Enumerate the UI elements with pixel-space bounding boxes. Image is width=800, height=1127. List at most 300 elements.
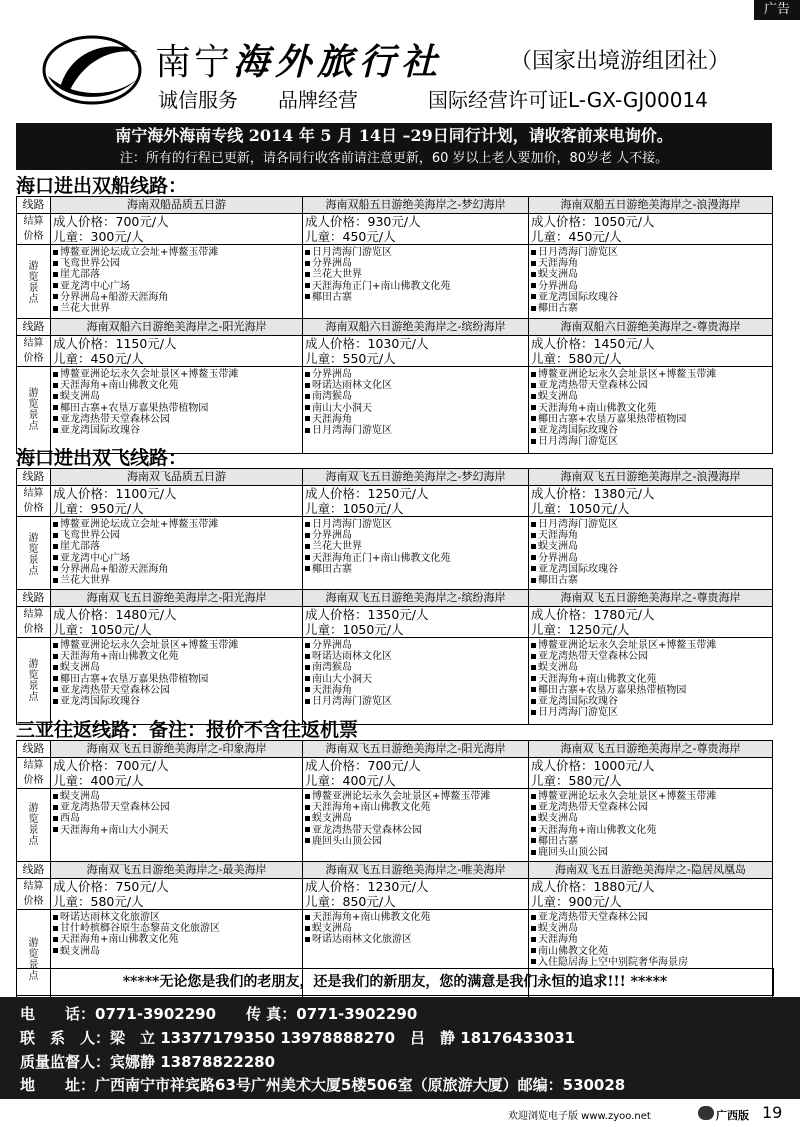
child-price: 儿童：1250元/人 xyxy=(531,622,630,637)
spot-item xyxy=(305,564,526,575)
child-price: 儿童：580元/人 xyxy=(53,894,144,909)
bullet-icon xyxy=(531,665,536,670)
spot-text: 鹿回头山顶公园 xyxy=(538,847,608,859)
spot-item xyxy=(305,651,526,662)
spot-text: 天涯海角+南山佛教文化苑 xyxy=(538,402,657,414)
plan-banner: 南宁海外海南专线 2014 年 5 月 14日 –29日同行计划，请收客前来电询价。 xyxy=(16,123,772,148)
bullet-icon xyxy=(53,555,58,560)
spots-row xyxy=(17,245,773,322)
spot-item xyxy=(53,553,300,564)
spot-item xyxy=(531,530,770,541)
bullet-icon xyxy=(531,850,536,855)
bullet-icon xyxy=(531,578,536,583)
bullet-icon xyxy=(531,372,536,377)
route-name: 海南双船五日游绝美海岸之-梦幻海岸 xyxy=(303,197,529,214)
spot-text: 飞鸾世界公园 xyxy=(60,258,120,270)
spot-item xyxy=(53,813,300,824)
bullet-icon xyxy=(53,805,58,810)
spot-item xyxy=(531,391,770,402)
spot-text: 蜈支洲岛 xyxy=(538,923,578,935)
spot-item xyxy=(531,707,770,718)
bullet-icon xyxy=(305,676,310,681)
bullet-icon xyxy=(531,428,536,433)
spot-item xyxy=(305,802,526,813)
spot-text: 亚龙湾热带天堂森林公园 xyxy=(60,413,170,425)
spot-text: 飞鸾世界公园 xyxy=(60,530,120,542)
spot-item xyxy=(305,912,526,923)
bullet-icon xyxy=(53,687,58,692)
ad-tag: 广告 xyxy=(754,0,800,20)
spot-text: 亚龙湾国际玫瑰谷 xyxy=(538,563,618,575)
spot-text: 亚龙湾国际玫瑰谷 xyxy=(60,696,140,708)
spot-text: 天涯海角+南山佛教文化苑 xyxy=(312,802,431,814)
child-price: 儿童：1050元/人 xyxy=(53,622,152,637)
spot-item xyxy=(531,564,770,575)
spot-text: 椰田古寨 xyxy=(312,291,352,303)
route-table xyxy=(16,468,773,594)
spot-text: 博鳌亚洲论坛成立会址+博鳌玉带滩 xyxy=(60,247,219,258)
spots-label-text: 游 览 景 点 xyxy=(28,387,39,433)
adult-price: 成人价格：1780元/人 xyxy=(531,607,655,622)
spot-item xyxy=(531,247,770,258)
bullet-icon xyxy=(53,816,58,821)
spots-label xyxy=(17,245,51,322)
spot-text: 南山佛教文化苑 xyxy=(538,945,608,957)
spots-cell xyxy=(529,638,773,725)
spot-item xyxy=(531,662,770,673)
spot-item xyxy=(53,391,300,402)
bullet-icon xyxy=(305,687,310,692)
bullet-icon xyxy=(305,372,310,377)
bullet-icon xyxy=(305,915,310,920)
bullet-icon xyxy=(531,566,536,571)
spot-text: 蜈支洲岛 xyxy=(538,391,578,403)
bullet-icon xyxy=(53,544,58,549)
spot-item xyxy=(305,281,526,292)
spot-item xyxy=(531,946,770,957)
spot-item xyxy=(305,813,526,824)
spot-text: 兰花大世界 xyxy=(312,269,362,281)
agency-subtitle: （国家出境游组团社） xyxy=(510,49,731,74)
bullet-icon xyxy=(531,937,536,942)
bullet-icon xyxy=(531,699,536,704)
contact-phone: 电 话：0771-3902290 传 真：0771-3902290 xyxy=(20,1005,418,1023)
route-table xyxy=(16,318,773,454)
bullet-icon xyxy=(53,566,58,571)
spot-text: 日月湾海门游览区 xyxy=(312,519,392,530)
adult-price: 成人价格：1250元/人 xyxy=(305,486,429,501)
child-price: 儿童：950元/人 xyxy=(53,501,144,516)
spot-text: 西岛 xyxy=(60,813,80,825)
section-title: 三亚往返线路：备注：报价不含往返机票 xyxy=(16,719,359,741)
spot-item xyxy=(305,923,526,934)
spot-item xyxy=(53,541,300,552)
spot-item xyxy=(305,696,526,707)
route-name: 海南双飞五日游绝美海岸之-隐居凤凰岛 xyxy=(529,862,773,879)
spot-item xyxy=(53,380,300,391)
bullet-icon xyxy=(531,250,536,255)
route-name-row xyxy=(17,590,773,607)
spot-item xyxy=(531,575,770,586)
spot-item xyxy=(53,912,300,923)
spot-text: 兰花大世界 xyxy=(312,541,362,553)
bullet-icon xyxy=(305,937,310,942)
bullet-icon xyxy=(53,522,58,527)
bullet-icon xyxy=(53,654,58,659)
route-name: 海南双飞品质五日游 xyxy=(51,469,303,486)
spot-text: 日月湾海门游览区 xyxy=(538,519,618,530)
route-name: 海南双飞五日游绝美海岸之-阳光海岸 xyxy=(51,590,303,607)
route-name: 海南双飞五日游绝美海岸之-最美海岸 xyxy=(51,862,303,879)
spot-text: 分界洲岛+船游天涯海角 xyxy=(60,291,169,303)
spot-text: 博鳌亚洲论坛成立会址+博鳌玉带滩 xyxy=(60,519,219,530)
spot-item xyxy=(53,934,300,945)
bullet-icon xyxy=(53,250,58,255)
route-name: 海南双飞五日游绝美海岸之-唯美海岸 xyxy=(303,862,529,879)
spot-text: 分界洲岛 xyxy=(312,640,352,651)
route-name-row xyxy=(17,319,773,336)
bullet-icon xyxy=(305,926,310,931)
price-label xyxy=(17,214,51,245)
license-number: 国际经营许可证L-GX-GJ00014 xyxy=(428,88,708,112)
spots-cell xyxy=(529,367,773,454)
spot-text: 分界洲岛 xyxy=(312,258,352,270)
spot-item xyxy=(531,791,770,802)
bullet-icon xyxy=(53,416,58,421)
price-cell xyxy=(529,607,773,638)
spot-text: 亚龙湾热带天堂森林公园 xyxy=(312,824,422,836)
spots-cell xyxy=(303,789,529,862)
spot-item xyxy=(305,541,526,552)
spots-label xyxy=(17,517,51,594)
bullet-icon xyxy=(53,294,58,299)
bullet-icon xyxy=(53,306,58,311)
bullet-icon xyxy=(531,394,536,399)
spot-item xyxy=(53,247,300,258)
child-price: 儿童：400元/人 xyxy=(305,773,396,788)
price-cell xyxy=(51,336,303,367)
spots-label-text: 游 览 景 点 xyxy=(28,802,39,848)
bullet-icon xyxy=(53,272,58,277)
spot-item xyxy=(531,541,770,552)
spots-cell xyxy=(51,245,303,322)
spot-text: 亚龙湾中心广场 xyxy=(60,552,130,564)
price-label xyxy=(17,758,51,789)
adult-price: 成人价格：700元/人 xyxy=(53,758,169,773)
spot-item xyxy=(53,414,300,425)
spot-item xyxy=(531,281,770,292)
contact-panel xyxy=(0,997,800,1099)
spot-item xyxy=(305,836,526,847)
spot-item xyxy=(53,369,300,380)
footer-edition: 广西版 xyxy=(716,1109,749,1122)
bullet-icon xyxy=(305,816,310,821)
spot-text: 蜈支洲岛 xyxy=(60,391,100,403)
spots-label-text: 游 览 景 点 xyxy=(28,658,39,704)
route-name: 海南双飞五日游绝美海岸之-尊贵海岸 xyxy=(529,741,773,758)
spot-text: 分界洲岛 xyxy=(538,552,578,564)
adult-price: 成人价格：700元/人 xyxy=(305,758,421,773)
spot-text: 天涯海角 xyxy=(538,530,578,542)
bullet-icon xyxy=(531,439,536,444)
agency-name-plain: 南宁 xyxy=(155,42,234,83)
spot-text: 天涯海角正门+南山佛教文化苑 xyxy=(312,552,451,564)
spot-item xyxy=(53,640,300,651)
spot-item xyxy=(53,425,300,436)
price-cell xyxy=(529,879,773,910)
spot-text: 椰田古寨 xyxy=(538,835,578,847)
adult-price: 成人价格：1000元/人 xyxy=(531,758,655,773)
spot-item xyxy=(305,414,526,425)
adult-price: 成人价格：1050元/人 xyxy=(531,214,655,229)
price-row xyxy=(17,214,773,245)
spot-text: 亚龙湾热带天堂森林公园 xyxy=(538,380,648,392)
bullet-icon xyxy=(305,394,310,399)
bullet-icon xyxy=(305,566,310,571)
price-label-text: 结算 价格 xyxy=(23,881,44,907)
route-name-row xyxy=(17,741,773,758)
spot-text: 蜈支洲岛 xyxy=(538,813,578,825)
child-price: 儿童：450元/人 xyxy=(305,229,396,244)
bullet-icon xyxy=(53,926,58,931)
bullet-icon xyxy=(531,383,536,388)
spot-text: 博鳌亚洲论坛永久会址景区+博鳌玉带滩 xyxy=(60,369,239,380)
spot-text: 日月湾海门游览区 xyxy=(312,425,392,437)
spot-item xyxy=(305,292,526,303)
bullet-icon xyxy=(305,643,310,648)
route-name-row xyxy=(17,469,773,486)
spot-item xyxy=(53,802,300,813)
bullet-icon xyxy=(305,805,310,810)
child-price: 儿童：1050元/人 xyxy=(305,501,404,516)
child-price: 儿童：450元/人 xyxy=(53,351,144,366)
route-name: 海南双飞五日游绝美海岸之-印象海岸 xyxy=(51,741,303,758)
spot-item xyxy=(53,258,300,269)
price-cell xyxy=(529,336,773,367)
bullet-icon xyxy=(305,405,310,410)
spots-label xyxy=(17,789,51,862)
spot-text: 鹿回头山顶公园 xyxy=(312,835,382,847)
route-table xyxy=(16,740,773,862)
footer-website: 欢迎浏览电子版 www.zyoo.net xyxy=(508,1111,651,1122)
spots-label-text: 游 览 景 点 xyxy=(28,532,39,578)
bullet-icon xyxy=(305,544,310,549)
spot-text: 分界洲岛 xyxy=(312,530,352,542)
adult-price: 成人价格：1880元/人 xyxy=(531,879,655,894)
route-name: 海南双船六日游绝美海岸之-缤纷海岸 xyxy=(303,319,529,336)
price-label-text: 结算 价格 xyxy=(23,338,44,364)
bullet-icon xyxy=(53,794,58,799)
spot-item xyxy=(305,519,526,530)
spot-text: 天涯海角正门+南山佛教文化苑 xyxy=(312,280,451,292)
route-name: 海南双船六日游绝美海岸之-尊贵海岸 xyxy=(529,319,773,336)
spot-item xyxy=(53,651,300,662)
price-label-text: 结算 价格 xyxy=(23,488,44,514)
spot-text: 博鳌亚洲论坛永久会址景区+博鳌玉带滩 xyxy=(60,640,239,651)
spots-cell xyxy=(303,638,529,725)
spot-item xyxy=(531,380,770,391)
bullet-icon xyxy=(305,261,310,266)
adult-price: 成人价格：1030元/人 xyxy=(305,336,429,351)
spot-text: 椰田古寨+农垦万嘉果热带植物园 xyxy=(60,673,209,685)
spot-item xyxy=(531,674,770,685)
price-cell xyxy=(529,486,773,517)
bullet-icon xyxy=(53,372,58,377)
closing-message: *****无论您是我们的老朋友，还是我们的新朋友，您的满意是我们永恒的追求!!! ***** xyxy=(16,968,774,996)
child-price: 儿童：580元/人 xyxy=(531,351,622,366)
spots-label-text: 游 览 景 点 xyxy=(28,260,39,306)
price-cell xyxy=(303,214,529,245)
spot-item xyxy=(53,519,300,530)
spots-row xyxy=(17,367,773,454)
route-name: 海南双飞五日游绝美海岸之-梦幻海岸 xyxy=(303,469,529,486)
bullet-icon xyxy=(531,522,536,527)
spots-label-text: 游 览 景 点 xyxy=(28,937,39,983)
bullet-icon xyxy=(531,838,536,843)
bullet-icon xyxy=(305,665,310,670)
spot-item xyxy=(53,685,300,696)
spot-text: 崖尤部落 xyxy=(60,541,100,553)
price-label xyxy=(17,336,51,367)
price-cell xyxy=(51,879,303,910)
price-label-text: 结算 价格 xyxy=(23,760,44,786)
child-price: 儿童：1050元/人 xyxy=(531,501,630,516)
price-cell xyxy=(529,758,773,789)
section-title: 海口进出双飞线路： xyxy=(16,447,188,469)
contact-address: 地 址：广西南宁市祥宾路63号广州美术大厦5楼506室（原旅游大厦）邮编：530028 xyxy=(20,1076,626,1094)
contact-people: 联 系 人：梁 立 13377179350 13978888270 吕 静 18176433031 xyxy=(20,1029,576,1047)
spot-text: 蜈支洲岛 xyxy=(312,813,352,825)
spot-text: 蜈支洲岛 xyxy=(60,662,100,674)
bullet-icon xyxy=(531,794,536,799)
page-number: 19 xyxy=(762,1103,783,1122)
bullet-icon xyxy=(305,827,310,832)
route-label: 线路 xyxy=(17,862,51,879)
spot-item xyxy=(53,791,300,802)
adult-price: 成人价格：1480元/人 xyxy=(53,607,177,622)
route-name: 海南双船品质五日游 xyxy=(51,197,303,214)
bullet-icon xyxy=(305,250,310,255)
route-name: 海南双飞五日游绝美海岸之-阳光海岸 xyxy=(303,741,529,758)
bullet-icon xyxy=(53,915,58,920)
adult-price: 成人价格：1150元/人 xyxy=(53,336,177,351)
spot-text: 分界洲岛 xyxy=(312,369,352,380)
adult-price: 成人价格：1380元/人 xyxy=(531,486,655,501)
spot-item xyxy=(531,934,770,945)
bullet-icon xyxy=(53,283,58,288)
bullet-icon xyxy=(531,294,536,299)
spot-item xyxy=(305,640,526,651)
bullet-icon xyxy=(53,699,58,704)
spot-text: 天涯海角 xyxy=(538,934,578,946)
adult-price: 成人价格：750元/人 xyxy=(53,879,169,894)
spot-text: 日月湾海门游览区 xyxy=(312,696,392,708)
route-label: 线路 xyxy=(17,469,51,486)
spot-item xyxy=(531,553,770,564)
spot-item xyxy=(53,281,300,292)
edition-badge-icon xyxy=(698,1106,714,1120)
spot-item xyxy=(305,825,526,836)
spot-text: 椰田古寨+农垦万嘉果热带植物园 xyxy=(60,402,209,414)
section-title: 海口进出双船线路： xyxy=(16,175,188,197)
bullet-icon xyxy=(305,416,310,421)
price-row xyxy=(17,336,773,367)
bullet-icon xyxy=(531,676,536,681)
spot-item xyxy=(53,564,300,575)
spot-text: 兰花大世界 xyxy=(60,303,110,315)
spot-text: 天涯海角+南山佛教文化苑 xyxy=(60,380,179,392)
route-table xyxy=(16,589,773,725)
spot-text: 南湾猴岛 xyxy=(312,391,352,403)
adult-price: 成人价格：1230元/人 xyxy=(305,879,429,894)
spot-item xyxy=(531,369,770,380)
bullet-icon xyxy=(305,699,310,704)
spot-item xyxy=(305,530,526,541)
adult-price: 成人价格：1450元/人 xyxy=(531,336,655,351)
spot-item xyxy=(53,575,300,586)
spot-text: 日月湾海门游览区 xyxy=(538,247,618,258)
route-name-row xyxy=(17,862,773,879)
bullet-icon xyxy=(53,665,58,670)
spot-text: 蜈支洲岛 xyxy=(60,791,100,802)
spot-text: 天涯海角 xyxy=(538,258,578,270)
bullet-icon xyxy=(53,827,58,832)
price-row xyxy=(17,879,773,910)
spot-text: 呀诺达雨林文化区 xyxy=(312,380,392,392)
child-price: 儿童：580元/人 xyxy=(531,773,622,788)
spot-item xyxy=(305,553,526,564)
bullet-icon xyxy=(305,383,310,388)
spot-item xyxy=(531,836,770,847)
spot-text: 日月湾海门游览区 xyxy=(538,436,618,448)
agency-name xyxy=(155,34,443,85)
spot-text: 蜈支洲岛 xyxy=(312,923,352,935)
spot-item xyxy=(53,303,300,314)
spot-text: 兰花大世界 xyxy=(60,575,110,587)
spots-cell xyxy=(303,245,529,322)
route-label: 线路 xyxy=(17,197,51,214)
spot-item xyxy=(305,791,526,802)
spot-item xyxy=(531,825,770,836)
price-cell xyxy=(303,607,529,638)
spot-text: 呀诺达雨林文化旅游区 xyxy=(312,934,412,946)
bullet-icon xyxy=(305,654,310,659)
spot-item xyxy=(53,946,300,957)
bullet-icon xyxy=(53,676,58,681)
adult-price: 成人价格：930元/人 xyxy=(305,214,421,229)
bullet-icon xyxy=(305,533,310,538)
spot-text: 天涯海角+南山佛教文化苑 xyxy=(312,912,431,923)
price-cell xyxy=(303,336,529,367)
bullet-icon xyxy=(531,283,536,288)
price-label-text: 结算 价格 xyxy=(23,609,44,635)
price-cell xyxy=(303,758,529,789)
contact-supervisor: 质量监督人：宾娜静 13878822280 xyxy=(20,1053,276,1071)
route-label: 线路 xyxy=(17,590,51,607)
spot-text: 呀诺达雨林文化旅游区 xyxy=(60,912,160,923)
price-cell xyxy=(529,214,773,245)
spot-item xyxy=(53,923,300,934)
route-name-row xyxy=(17,197,773,214)
bullet-icon xyxy=(305,283,310,288)
spot-text: 椰田古寨 xyxy=(538,303,578,315)
bullet-icon xyxy=(53,394,58,399)
spot-text: 亚龙湾国际玫瑰谷 xyxy=(538,696,618,708)
spot-text: 博鳌亚洲论坛永久会址景区+博鳌玉带滩 xyxy=(538,791,717,802)
spot-item xyxy=(531,696,770,707)
spot-item xyxy=(531,292,770,303)
spot-text: 椰田古寨 xyxy=(312,563,352,575)
